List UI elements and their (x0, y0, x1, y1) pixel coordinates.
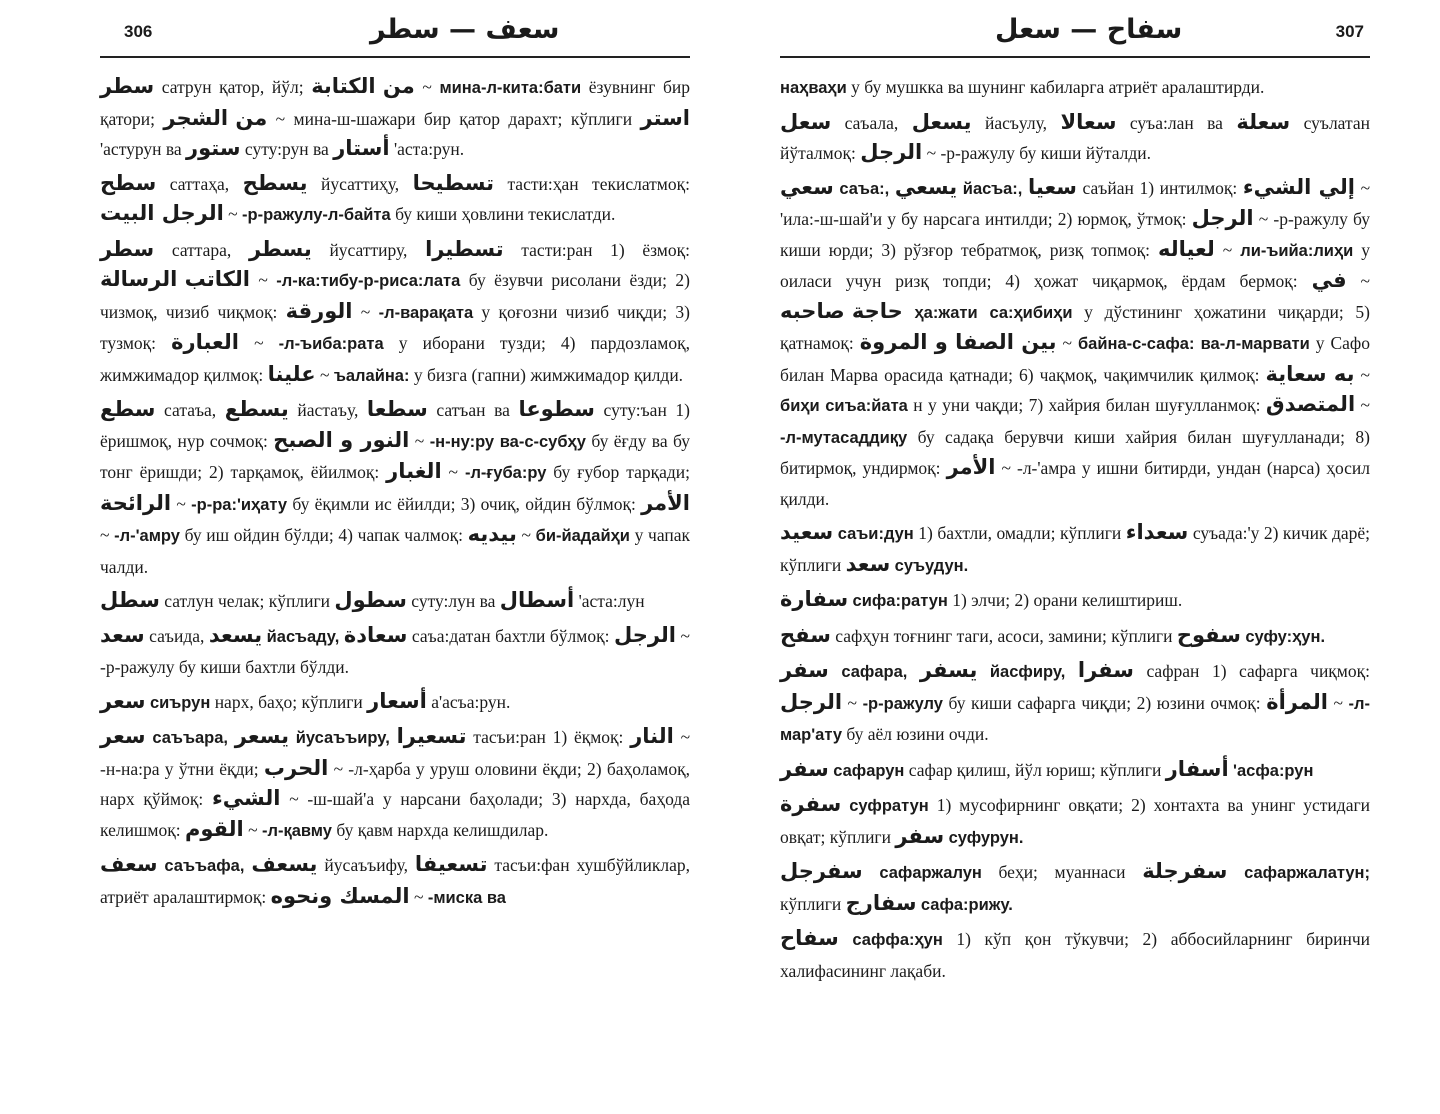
definition-text: ~ -л-'амра у ишни битирди, ундан (нарса) ҳосил қилди. (780, 458, 1371, 509)
definition-text: бу ёзувчи рисолани ёзди; 2) чизмоқ, чизиб чиқмоқ: (100, 270, 690, 322)
arabic-word: سفر (895, 823, 945, 848)
arabic-word: أسعار (367, 688, 427, 713)
definition-text: беҳи; муаннаси (981, 862, 1143, 882)
arabic-word: سطر (100, 74, 155, 98)
right-page (780, 0, 1370, 1114)
definition-text: саъйан 1) интилмоқ: (1076, 177, 1243, 198)
arabic-word: سفارج (845, 890, 917, 915)
dictionary-entry (780, 924, 1370, 986)
arabic-word: ستور (186, 136, 241, 160)
transliteration: -л-ғуба:ру (464, 464, 547, 482)
definition-text (907, 661, 920, 681)
transliteration: -л-ъиба:рата (278, 335, 384, 353)
left-page-header (100, 0, 690, 58)
definition-text (903, 302, 915, 322)
arabic-word: سطع (100, 397, 156, 421)
transliteration: саъъафа, (164, 857, 245, 875)
right-page-body (780, 58, 1370, 986)
dictionary-entry (100, 722, 690, 846)
transliteration: -л-ка:тибу-р-риса:лата (276, 272, 461, 290)
definition-text: нарх, баҳо; кўплиги (210, 691, 368, 712)
definition-text: суълатан йўталмоқ: (780, 112, 1370, 163)
transliteration: -р-ражулу-л-байта (242, 206, 391, 224)
arabic-word: الرائحة (100, 490, 172, 515)
arabic-word: تسعيرا (396, 724, 467, 748)
definition-text: ~ (409, 430, 430, 451)
arabic-word: سفح (780, 622, 831, 647)
dictionary-entry (100, 850, 690, 913)
definition-text: ~ (1354, 364, 1371, 385)
definition-text: бу киши сафарга чиқди; 2) юзини очмоқ: (942, 692, 1267, 713)
arabic-word: علينا (267, 361, 316, 386)
transliteration: йусаъъиру, (295, 729, 390, 747)
arabic-word: سعر (100, 688, 146, 713)
definition-text: ~ 'ила:-ш-шай'и у бу нарсага интилди; 2) юрмоқ, ўтмоқ: (780, 177, 1371, 229)
definition-text: ~ (414, 77, 440, 97)
right-running-head: سفاح — سعل (995, 14, 1183, 45)
arabic-word: سفرة (780, 792, 842, 816)
definition-text (977, 661, 990, 681)
definition-text: ~ (223, 204, 243, 224)
transliteration: ли-ъийа:лиҳи (1240, 241, 1354, 260)
definition-text: ~ (239, 333, 279, 353)
definition-text: у бу мушкка ва шунинг кабиларга атриёт аралаштирди. (846, 77, 1265, 97)
transliteration: сифа:ратун (852, 592, 948, 610)
arabic-word: من الشجر (163, 105, 268, 130)
definition-text: ~ (1328, 692, 1349, 713)
dictionary-entry (780, 755, 1370, 787)
arabic-word: سطح (100, 170, 157, 195)
dictionary-entry (780, 108, 1370, 169)
definition-text: бу киши ҳовлини текислатди. (390, 204, 616, 224)
dictionary-entry (780, 173, 1370, 515)
arabic-word: سطعا (366, 397, 428, 421)
definition-text: 1) кўп қон тўкувчи; 2) аббосийларнинг биринчи халифасининг лақаби. (780, 929, 1371, 981)
definition-text: бу иш ойдин бўлди; 4) чапак чалмоқ: (179, 525, 468, 545)
definition-text: ~ (243, 819, 262, 840)
transliteration: сиърун (149, 693, 211, 712)
definition-text: а'асъа:рун. (426, 691, 511, 712)
arabic-word: المرأة (1266, 689, 1329, 714)
definition-text: суъа:лан ва (1116, 112, 1237, 133)
transliteration: сафаржалун (879, 864, 982, 882)
arabic-word: سفرا (1077, 658, 1134, 682)
arabic-word: الشيء (211, 786, 281, 810)
definition-text: ~ (1346, 271, 1371, 291)
definition-text: саъа:датан бахтли бўлмоқ: (407, 625, 614, 646)
transliteration: йасъа:, (962, 179, 1023, 198)
definition-text: сафҳун тоғнинг таги, асоси, замини; кўплиги (830, 625, 1177, 646)
definition-text: суту:лун ва (406, 591, 500, 611)
transliteration: сафарун (833, 761, 905, 780)
arabic-word: سفرجل (780, 859, 863, 883)
definition-text: ~ мина-ш-шажари бир қатор дарахт; кўплиги (267, 108, 641, 129)
definition-text: сафран 1) сафарга чиқмоқ: (1133, 661, 1370, 681)
definition-text: ~ (441, 462, 465, 482)
definition-text: саттаҳа, (156, 173, 243, 194)
left-running-head: سعف — سطر (370, 14, 560, 45)
dictionary-entry (100, 586, 690, 617)
arabic-word: المسك ونحوه (270, 883, 410, 908)
definition-text: у қоғозни чизиб чиқди; 3) тузмоқ: (100, 301, 690, 353)
transliteration: йасъаду, (266, 627, 340, 646)
dictionary-entry (780, 621, 1370, 653)
arabic-word: الورقة (285, 298, 353, 323)
definition-text: ~ (249, 270, 277, 290)
arabic-word: الحرب (263, 755, 329, 780)
transliteration: -л-мутасаддиқу (780, 428, 908, 447)
arabic-word: سعل (780, 109, 832, 134)
definition-text: бу ёғду ва бу тонг ёришди; 2) тарқамоқ, ёйилмоқ: (100, 430, 690, 482)
arabic-word: الرجل (780, 689, 843, 714)
definition-text (829, 661, 842, 681)
arabic-word: النار (630, 724, 674, 748)
definition-text: 1) мусофирнинг овқати; 2) хонтахта ва унинг устидаги овқат; кўплиги (780, 795, 1370, 847)
arabic-word: سعر (100, 724, 146, 748)
transliteration: -р-ра:'иҳату (191, 495, 288, 514)
definition-text: ~ (315, 364, 334, 385)
transliteration: суъудун. (894, 556, 969, 575)
definition-text: у иборани тузди; 4) пардозламоқ, жимжимадор қилмоқ: (100, 333, 690, 385)
arabic-word: سعيد (780, 520, 834, 544)
definition-text: ~ -н-на:ра у ўтни ёқди; (100, 727, 691, 779)
arabic-word: سعي (780, 174, 834, 199)
definition-text: 'аста:лун (574, 591, 645, 611)
arabic-word: من الكتابة (311, 74, 415, 98)
definition-text: саъала, (831, 112, 912, 133)
definition-text: йастаъу, (288, 400, 367, 420)
definition-text: н у уни чақди; 7) хайрия билан шуғулланмоқ: (907, 395, 1266, 415)
transliteration: сафаржалатун; (1244, 864, 1371, 882)
definition-text: 1) элчи; 2) орани келиштириш. (947, 590, 1183, 610)
definition-text: саъида, (144, 625, 209, 646)
transliteration: -л-варақата (378, 303, 474, 322)
definition-text: ~ -р-ражулу бу киши йўталди. (922, 143, 1152, 163)
dictionary-entry (780, 518, 1370, 581)
arabic-word: في (1311, 268, 1347, 292)
arabic-word: أسفار (1165, 756, 1229, 781)
definition-text: йусаъъифу, (317, 855, 415, 875)
definition-text: тасти:ҳан текислатмоқ: (493, 173, 690, 194)
arabic-word: يسطر (248, 236, 312, 261)
left-page-number: 306 (124, 22, 153, 41)
transliteration: -л-мар'ату (780, 694, 1371, 744)
transliteration: ҳа:жати са:ҳибиҳи (914, 303, 1073, 322)
definition-text: ~ -р-ражулу бу киши бахтли бўлди. (100, 625, 690, 677)
arabic-word: سفر (780, 658, 829, 682)
definition-text: сатаъа, (155, 400, 225, 420)
definition-text: тасти:ран 1) ёзмоқ: (503, 239, 690, 260)
definition-text: 'астурун ва (100, 139, 187, 159)
dictionary-entry (100, 621, 690, 683)
right-page-number: 307 (1335, 22, 1364, 41)
transliteration: сафара, (841, 663, 908, 681)
transliteration: би-йадайҳи (535, 527, 630, 545)
definition-text: ~ (1355, 395, 1371, 415)
arabic-word: الغبار (386, 459, 442, 483)
transliteration: -р-ражулу (862, 694, 943, 713)
arabic-word: القوم (184, 816, 244, 841)
arabic-word: سفرجلة (1142, 859, 1228, 883)
transliteration: -н-ну:ру ва-с-субҳу (429, 432, 586, 451)
dictionary-entry (100, 235, 690, 392)
dictionary-entry (100, 72, 690, 165)
arabic-word: الأمر (946, 455, 996, 479)
transliteration: саъи:дун (837, 525, 914, 543)
arabic-word: المتصدق (1265, 392, 1356, 416)
dictionary-entry (780, 857, 1370, 920)
definition-text: у дўстининг ҳожатини чиқарди; 5) қатнамоқ: (780, 301, 1370, 353)
transliteration: саъъара, (152, 729, 228, 747)
definition-text: ~ -ш-шай'а у нарсани баҳолади; 3) нархда, баҳода келишмоқ: (100, 789, 690, 840)
transliteration: йасфиру, (989, 663, 1066, 681)
definition-text: саттара, (154, 239, 249, 260)
transliteration: -миска ва (427, 888, 506, 907)
definition-text (1227, 862, 1244, 882)
arabic-word: سطوعا (518, 397, 595, 421)
definition-text: ~ (1214, 239, 1241, 260)
arabic-word: سعد (100, 622, 145, 647)
dictionary-entry (100, 687, 690, 719)
arabic-word: تسطيحا (412, 170, 494, 195)
arabic-word: سعالا (1060, 109, 1117, 134)
transliteration: -л-'амру (114, 527, 180, 545)
definition-text: сатрун қатор, йўл; (154, 77, 312, 97)
left-page-body (100, 58, 690, 913)
arabic-word: سفارة (780, 587, 849, 611)
definition-text: сатлун челак; кўплиги (159, 591, 335, 611)
transliteration: ъалайна: (333, 366, 410, 385)
transliteration: наҳваҳи (780, 79, 847, 97)
definition-text: у оиласи учун ризқ топди; 4) ҳожат чиқармоқ, ёрдам бермоқ: (780, 239, 1371, 291)
dictionary-entry (780, 790, 1370, 853)
definition-text (390, 727, 397, 747)
arabic-word: لعياله (1157, 236, 1215, 261)
definition-text (839, 929, 853, 949)
arabic-word: سطر (100, 236, 155, 261)
arabic-word: الرجل (1191, 206, 1254, 230)
arabic-word: سطل (100, 588, 160, 612)
definition-text: 1) бахтли, омадли; кўплиги (913, 523, 1126, 543)
arabic-word: سعف (100, 852, 158, 876)
arabic-word: سفر (780, 756, 829, 781)
transliteration: сафа:рижу. (920, 895, 1013, 914)
definition-text: ~ (409, 886, 428, 907)
arabic-word: أسطال (499, 588, 575, 612)
definition-text: йусаттиҳу, (307, 173, 413, 194)
transliteration: суфу:ҳун. (1245, 627, 1326, 646)
dictionary-entry (780, 656, 1370, 751)
transliteration: суфурун. (948, 828, 1024, 847)
transliteration: -л-қавму (261, 821, 332, 840)
arabic-word: يسعي (894, 174, 958, 199)
definition-text: ~ (352, 301, 379, 322)
definition-text (863, 862, 880, 882)
definition-text: суъада:'у 2) кичик дарё; кўплиги (780, 523, 1371, 575)
arabic-word: إلي الشيء (1242, 174, 1355, 199)
left-page (100, 0, 690, 1114)
arabic-word: يسطح (242, 170, 308, 195)
arabic-word: العبارة (171, 330, 239, 354)
arabic-word: سعداء (1125, 520, 1189, 544)
definition-text (244, 855, 251, 875)
arabic-word: استر (640, 105, 690, 130)
dictionary-entry (100, 169, 690, 231)
definition-text: йусаттиру, (311, 239, 426, 260)
arabic-word: الرجل البيت (100, 201, 224, 225)
definition-text: ёзувнинг бир қатори; (100, 77, 690, 129)
arabic-word: تسطيرا (425, 236, 504, 261)
definition-text: ~ (516, 525, 536, 545)
arabic-word: أستار (333, 136, 390, 160)
definition-text: суту:рун ва (240, 139, 334, 159)
transliteration: саъа:, (839, 179, 890, 198)
arabic-word: سفاح (780, 926, 839, 950)
arabic-word: يسطع (224, 397, 289, 421)
arabic-word: يسعر (234, 724, 289, 748)
arabic-word: النور و الصبح (273, 427, 410, 452)
arabic-word: الرجل (613, 622, 677, 647)
definition-text: бу аёл юзини очди. (842, 724, 989, 744)
definition-text: ~ (171, 493, 192, 514)
definition-text: йасъулу, (971, 112, 1061, 133)
transliteration: мина-л-кита:бати (439, 79, 582, 97)
transliteration: 'асфа:рун (1233, 761, 1314, 780)
definition-text: ~ (100, 525, 115, 545)
definition-text: бу ғубор тарқади; (546, 462, 691, 482)
dictionary-entry (780, 72, 1370, 104)
arabic-word: يسعل (911, 109, 972, 134)
definition-text (1065, 661, 1078, 681)
arabic-word: يسعف (251, 852, 318, 876)
definition-text: бу садақа берувчи киши хайрия билан шуғулланади; 8) битирмоқ, ундирмоқ: (780, 426, 1370, 478)
arabic-word: الرجل (860, 140, 923, 164)
arabic-word: حاجة صاحبه (780, 298, 903, 323)
definition-text: у бизга (гапни) жимжимадор қилди. (409, 364, 684, 385)
transliteration: биҳи сиъа:йата (780, 397, 908, 415)
dictionary-entry (780, 585, 1370, 617)
arabic-word: سعادة (343, 622, 408, 647)
arabic-word: تسعيفا (414, 852, 488, 876)
arabic-word: سعلة (1236, 109, 1291, 134)
arabic-word: سعد (845, 551, 891, 576)
arabic-word: بين الصفا و المروة (859, 330, 1057, 354)
definition-text: сафар қилиш, йўл юриш; кўплиги (904, 759, 1166, 780)
arabic-word: به سعاية (1265, 361, 1355, 386)
definition-text: у чапак чалди. (100, 525, 690, 577)
definition-text (228, 727, 235, 747)
transliteration: суфратун (849, 797, 929, 815)
transliteration: байна-с-сафа: ва-л-марвати (1077, 335, 1310, 353)
definition-text: тасъи:фан хушбўйликлар, атриёт аралаштирмоқ: (100, 855, 691, 907)
definition-text: бу ёқимли ис ёйилди; 3) очиқ, ойдин бўлмоқ: (287, 493, 642, 514)
definition-text: кўплиги (780, 893, 846, 914)
arabic-word: يسعد (208, 622, 263, 647)
dictionary-entry (100, 395, 690, 582)
arabic-word: الكاتب الرسالة (100, 267, 250, 291)
definition-text: у Сафо билан Марва орасида қатнади; 6) чақмоқ, чақимчилик қилмоқ: (780, 333, 1370, 385)
definition-text: тасъи:ран 1) ёқмоқ: (466, 727, 631, 747)
arabic-word: بيديه (467, 522, 517, 546)
definition-text: 'аста:рун. (389, 139, 465, 159)
definition-text: ~ -р-ражулу бу киши юрди; 3) рўзғор тебратмоқ, ризқ топмоқ: (780, 209, 1370, 260)
arabic-word: سطول (334, 588, 407, 612)
definition-text: ~ -л-ҳарба у уруш оловини ёқди; 2) баҳоламоқ, нарх қўймоқ: (100, 758, 690, 809)
arabic-word: سعيا (1027, 174, 1077, 199)
definition-text: ~ (842, 692, 863, 713)
arabic-word: يسفر (919, 658, 978, 682)
definition-text: бу қавм нархда келишдилар. (331, 819, 549, 840)
definition-text: сатъан ва (427, 400, 519, 420)
definition-text: суту:ъан 1) ёришмоқ, нур сочмоқ: (100, 400, 690, 451)
right-page-header (780, 0, 1370, 58)
arabic-word: سفوح (1176, 622, 1241, 647)
definition-text (289, 727, 296, 747)
transliteration: саффа:ҳун (852, 931, 943, 949)
arabic-word: الأمر (641, 490, 690, 515)
definition-text: ~ (1056, 333, 1078, 353)
